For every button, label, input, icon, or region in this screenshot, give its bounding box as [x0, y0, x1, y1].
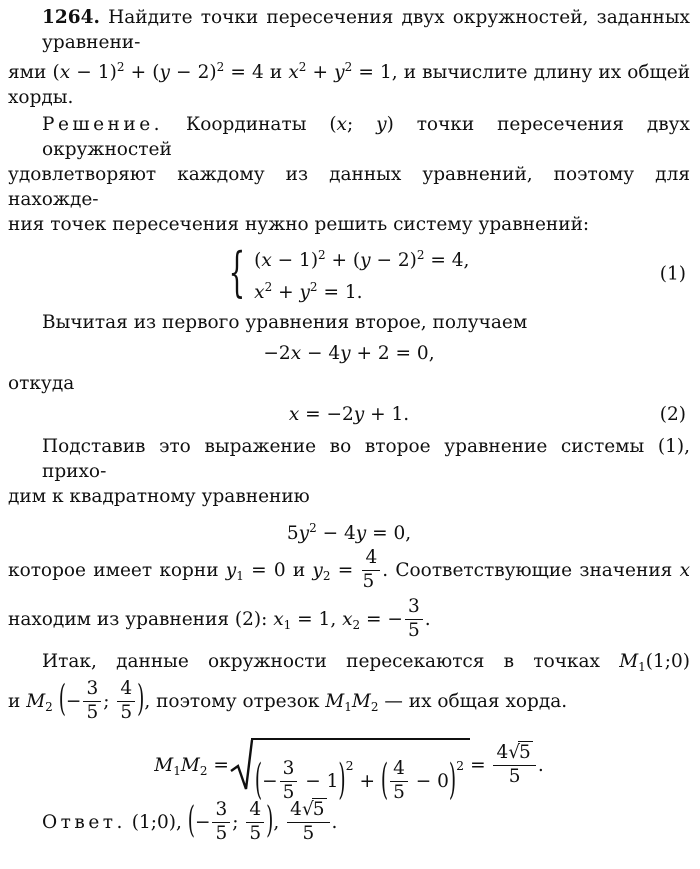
text-run: ,	[273, 812, 286, 833]
text-run: y	[225, 560, 237, 581]
text-run: — их общая хорда.	[378, 691, 568, 712]
text-run: 2	[45, 700, 53, 714]
chord-lhs	[154, 755, 229, 778]
fraction	[493, 743, 535, 787]
text-run: x	[273, 609, 284, 630]
text-run: 1	[173, 763, 181, 778]
equation-quadratic-body	[287, 523, 411, 544]
text-run: ния точек пересечения нужно решить систему уравнений:	[8, 214, 590, 235]
equation-x-body	[289, 404, 409, 425]
text-run: (	[58, 679, 66, 721]
text-run: 3	[282, 758, 295, 780]
text-run: (1;0),	[125, 812, 188, 833]
text-run: 2	[216, 60, 225, 74]
text-run: 3	[407, 596, 420, 618]
text-run: 2	[318, 248, 326, 262]
text-run: + (	[325, 250, 361, 271]
text-run: (	[380, 757, 389, 805]
text-run: = 4,	[424, 250, 470, 271]
text-run: + (	[124, 62, 160, 83]
text-run: −	[262, 771, 278, 792]
text-run: (	[187, 800, 195, 842]
text-run: Итак, данные окружности пересекаются в точках	[42, 651, 620, 672]
text-run: 5	[86, 701, 99, 723]
text-run: 4	[290, 799, 302, 821]
text-run: 2	[116, 60, 125, 74]
text-run: 2	[322, 569, 331, 583]
text-run: M	[180, 754, 200, 776]
text-run: дим к квадратному уравнению	[8, 486, 310, 507]
chord-rhs	[470, 744, 544, 788]
text-run: 5	[120, 701, 133, 723]
text-run: .	[537, 755, 544, 776]
solution-line-1	[8, 112, 690, 162]
text-run: 5	[312, 799, 325, 821]
system-equations	[254, 242, 469, 306]
text-run: 3	[215, 799, 228, 821]
substitute-line-2	[8, 484, 690, 509]
system-equation-1	[254, 242, 469, 274]
text-run: 4	[249, 799, 262, 821]
text-run: . Соответствующие значения	[382, 560, 680, 581]
text-run: 2	[309, 280, 318, 294]
substitute-line-1	[8, 434, 690, 484]
text-run: 2	[345, 758, 354, 773]
fraction	[280, 759, 298, 803]
text-run: )	[338, 757, 346, 805]
text-run: x	[336, 114, 347, 135]
fraction	[287, 800, 329, 844]
subtract-line	[8, 310, 690, 335]
text-run: y	[355, 523, 367, 544]
square-root: √5	[301, 799, 325, 821]
text-run: − 2)	[169, 62, 217, 83]
text-run: =	[330, 560, 361, 581]
text-run: = 1, и вычислите длину их общей хорды.	[8, 62, 691, 108]
text-run: удовлетворяют каждому из данных уравнений, поэтому для нахожде-	[8, 164, 690, 210]
text-run: − 4	[301, 343, 341, 364]
text-run: y	[360, 250, 371, 271]
system-equation-2	[254, 274, 362, 306]
text-run: x	[342, 609, 353, 630]
text-run: Ответ.	[42, 812, 126, 833]
text-run: находим из уравнения (2):	[8, 609, 274, 630]
text-run: 4	[120, 678, 133, 700]
fraction	[246, 800, 264, 844]
text-run: )	[266, 800, 274, 842]
text-run: 5	[407, 619, 420, 641]
text-run: которое имеет корни	[8, 560, 226, 581]
text-run: 2	[352, 618, 361, 632]
text-run: −	[65, 691, 82, 712]
text-run: M	[26, 691, 46, 712]
points-line-2	[8, 680, 690, 729]
equation-tag-1: (1)	[659, 263, 686, 285]
text-run: − 1	[299, 771, 339, 792]
fraction	[83, 679, 101, 723]
text-run: .	[331, 812, 338, 833]
fraction	[212, 800, 230, 844]
text-run: − 1)	[70, 62, 117, 83]
text-run: = 1,	[291, 609, 343, 630]
text-run: = −	[360, 609, 403, 630]
text-run: M	[154, 754, 174, 776]
chord-length-equation	[8, 735, 690, 805]
equation-system	[8, 243, 690, 305]
text-run: 1	[236, 569, 244, 583]
text-run: y	[312, 560, 323, 581]
text-run: 1	[283, 618, 292, 632]
text-run: x	[288, 404, 300, 425]
equation-x	[8, 402, 690, 428]
text-run: ;	[103, 691, 116, 712]
text-run: =	[470, 755, 492, 776]
answer-line	[8, 799, 690, 847]
text-run: 2	[264, 280, 273, 294]
text-run: +	[272, 282, 300, 303]
text-run: ;	[346, 114, 377, 135]
text-run: = 0 и	[243, 560, 313, 581]
text-run: − 1)	[271, 250, 319, 271]
text-run: y	[334, 62, 345, 83]
text-run: 4	[393, 758, 405, 780]
text-run: 5	[362, 570, 375, 592]
fraction	[390, 759, 408, 803]
text-run: =	[207, 754, 229, 776]
text-run: − 0	[409, 771, 449, 792]
text-run: −2	[263, 343, 291, 364]
whence-line	[8, 371, 690, 396]
text-run: +	[353, 771, 381, 792]
solution-line-2	[8, 162, 690, 212]
text-run: 1	[638, 660, 646, 674]
text-run: y	[159, 62, 170, 83]
text-run: Решение.	[42, 114, 164, 135]
text-run: y	[298, 523, 310, 544]
equation-tag-2: (2)	[659, 404, 686, 425]
text-run: , поэтому отрезок	[144, 691, 326, 712]
text-run: 2	[370, 700, 379, 714]
text-run: x	[679, 560, 690, 581]
text-run: 5	[282, 781, 295, 803]
text-run: M	[351, 691, 371, 712]
equation-linear	[8, 341, 690, 367]
text-run: x	[254, 282, 265, 303]
text-run: Координаты (	[163, 114, 337, 135]
text-run: + 2 = 0,	[350, 343, 435, 364]
text-run: + 1.	[364, 404, 410, 425]
text-run: 1264.	[42, 7, 100, 28]
text-run: M	[325, 691, 345, 712]
text-run: (	[254, 250, 262, 271]
chord-radicand	[251, 738, 470, 805]
system-brace-icon: {	[228, 243, 246, 305]
text-run: 5	[302, 822, 315, 844]
text-run: 2	[344, 60, 353, 74]
roots-line-2	[8, 598, 690, 647]
text-run: 2	[309, 521, 317, 535]
fraction	[117, 679, 135, 723]
text-run: 2	[298, 60, 307, 74]
text-run: = 4 и	[224, 62, 289, 83]
text-run: y	[340, 343, 351, 364]
text-run: +	[306, 62, 335, 83]
points-line-1	[8, 649, 690, 680]
text-run: и	[8, 691, 27, 712]
problem-line-1	[8, 5, 690, 55]
text-run: − 2)	[370, 250, 417, 271]
text-run: ями (	[8, 62, 60, 83]
fraction	[405, 597, 423, 641]
text-run: откуда	[8, 373, 75, 394]
text-run: x	[288, 62, 299, 83]
text-run: Найдите точки пересечения двух окружностей, заданных уравнени-	[42, 7, 690, 53]
text-run: = −2	[299, 404, 354, 425]
text-run: 5	[508, 765, 521, 787]
text-run: x	[261, 250, 272, 271]
text-run: Подставив это выражение во второе уравнение системы (1), прихо-	[42, 436, 690, 482]
text-run: 5	[286, 523, 299, 544]
text-run: −	[194, 812, 211, 833]
text-run: ) точки пересечения двух окружностей	[42, 114, 690, 160]
text-run: x	[290, 343, 302, 364]
text-run: 5	[393, 781, 405, 803]
equation-linear-body	[263, 343, 434, 364]
text-run: x	[59, 62, 71, 83]
text-run: 2	[199, 763, 208, 778]
solution-line-3	[8, 212, 690, 237]
text-run: )	[448, 757, 457, 805]
text-run: 4	[496, 742, 509, 764]
text-run: 1	[344, 700, 352, 714]
text-run: (1;0)	[645, 651, 690, 672]
text-run: = 1.	[317, 282, 363, 303]
roots-line-1	[8, 549, 690, 598]
text-run: .	[424, 609, 431, 630]
text-run: y	[299, 282, 310, 303]
text-run: 5	[215, 822, 228, 844]
equation-quadratic	[8, 515, 690, 547]
text-run: M	[619, 651, 639, 672]
fraction	[362, 548, 380, 592]
square-root: √5	[508, 742, 531, 764]
text-run: 5	[519, 742, 531, 764]
text-run: Вычитая из первого уравнения второе, получаем	[42, 312, 528, 333]
text-run: )	[137, 679, 145, 721]
text-run: y	[353, 404, 365, 425]
text-run: (	[254, 757, 263, 805]
text-run: 2	[456, 758, 465, 773]
text-run: 5	[249, 822, 262, 844]
text-run: 2	[416, 248, 425, 262]
text-run: 4	[365, 547, 378, 569]
text-run: = 0,	[366, 523, 412, 544]
text-run: y	[376, 114, 387, 135]
radical-icon	[229, 737, 253, 795]
text-run: ;	[232, 812, 245, 833]
problem-line-2	[8, 55, 690, 110]
text-run: 3	[86, 678, 99, 700]
text-run: − 4	[316, 523, 356, 544]
